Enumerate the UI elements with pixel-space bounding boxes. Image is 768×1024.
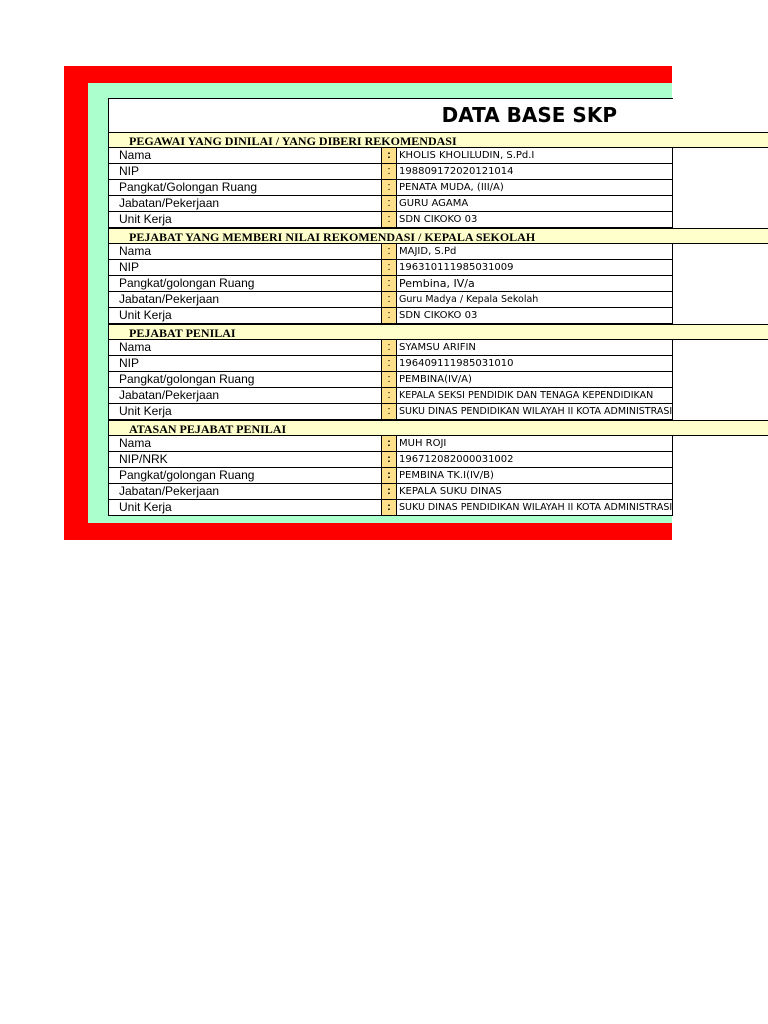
table-row	[109, 196, 673, 212]
row-colon: :	[382, 212, 397, 227]
row-value[interactable]: 196712082000031002	[397, 452, 673, 467]
page-title: DATA BASE SKP	[441, 103, 617, 127]
row-label: Unit Kerja	[109, 212, 382, 227]
row-value[interactable]: SUKU DINAS PENDIDIKAN WILAYAH II KOTA ADMINISTRASI	[399, 502, 673, 513]
row-label: NIP/NRK	[109, 452, 382, 467]
row-label: NIP	[109, 164, 382, 179]
row-colon: :	[382, 404, 397, 419]
row-colon: :	[382, 468, 397, 483]
skp-sheet	[108, 98, 673, 516]
row-value[interactable]: KEPALA SEKSI PENDIDIK DAN TENAGA KEPENDIDIKAN	[397, 388, 673, 403]
row-value[interactable]: SYAMSU ARIFIN	[397, 340, 673, 355]
row-label: Pangkat/golongan Ruang	[109, 468, 382, 483]
section-heading-pegawai: PEGAWAI YANG DINILAI / YANG DIBERI REKOMENDASI	[109, 132, 768, 148]
row-colon: :	[382, 308, 397, 323]
section-heading-pejabat-penilai: PEJABAT PENILAI	[109, 324, 768, 340]
table-row	[109, 244, 673, 260]
row-colon: :	[382, 388, 397, 403]
row-label: Nama	[109, 340, 382, 355]
row-value[interactable]: PEMBINA TK.I(IV/B)	[397, 468, 673, 483]
row-colon: :	[382, 292, 397, 307]
row-colon: :	[382, 484, 397, 499]
table-row	[109, 148, 673, 164]
row-label: Jabatan/Pekerjaan	[109, 484, 382, 499]
row-value[interactable]: 196310111985031009	[397, 260, 673, 275]
row-value[interactable]: PENATA MUDA, (III/A)	[397, 180, 673, 195]
table-row	[109, 436, 673, 452]
row-label: NIP	[109, 260, 382, 275]
row-label: Jabatan/Pekerjaan	[109, 388, 382, 403]
row-value[interactable]: SDN CIKOKO 03	[397, 308, 673, 323]
row-label: Pangkat/golongan Ruang	[109, 372, 382, 387]
row-colon: :	[382, 372, 397, 387]
row-value[interactable]: KHOLIS KHOLILUDIN, S.Pd.I	[397, 148, 673, 163]
row-value[interactable]: 196409111985031010	[397, 356, 673, 371]
table-row	[109, 356, 673, 372]
row-value[interactable]: KEPALA SUKU DINAS	[397, 484, 673, 499]
row-label: Pangkat/golongan Ruang	[109, 276, 382, 291]
table-row	[109, 372, 673, 388]
section-heading-pejabat-rekomendasi: PEJABAT YANG MEMBERI NILAI REKOMENDASI / KEPALA SEKOLAH	[109, 228, 768, 244]
row-label: Unit Kerja	[109, 404, 382, 419]
row-value[interactable]: SDN CIKOKO 03	[397, 212, 673, 227]
row-label: Jabatan/Pekerjaan	[109, 196, 382, 211]
table-row	[109, 212, 673, 228]
table-row	[109, 468, 673, 484]
row-colon: :	[382, 500, 397, 515]
table-row	[109, 388, 673, 404]
row-colon: :	[382, 340, 397, 355]
table-row	[109, 260, 673, 276]
table-row	[109, 292, 673, 308]
table-row	[109, 164, 673, 180]
row-value[interactable]: Pembina, IV/a	[397, 276, 673, 291]
row-colon: :	[382, 196, 397, 211]
row-label: Unit Kerja	[109, 500, 382, 515]
row-label: Jabatan/Pekerjaan	[109, 292, 382, 307]
row-colon: :	[382, 244, 397, 259]
table-row	[109, 484, 673, 500]
table-row	[109, 452, 673, 468]
row-label: Nama	[109, 436, 382, 451]
row-value[interactable]: Guru Madya / Kepala Sekolah	[397, 292, 673, 307]
row-colon: :	[382, 180, 397, 195]
row-colon: :	[382, 276, 397, 291]
row-value[interactable]: SUKU DINAS PENDIDIKAN WILAYAH II KOTA ADMINISTRASI	[399, 406, 673, 417]
row-colon: :	[382, 148, 397, 163]
row-value[interactable]: 198809172020121014	[397, 164, 673, 179]
table-row	[109, 308, 673, 324]
row-label: Pangkat/Golongan Ruang	[109, 180, 382, 195]
row-colon: :	[382, 164, 397, 179]
row-colon: :	[382, 436, 397, 451]
row-label: Unit Kerja	[109, 308, 382, 323]
table-row	[109, 180, 673, 196]
row-value[interactable]: MAJID, S.Pd	[397, 244, 673, 259]
row-value[interactable]: PEMBINA(IV/A)	[397, 372, 673, 387]
row-label: Nama	[109, 244, 382, 259]
row-colon: :	[382, 260, 397, 275]
table-row	[109, 340, 673, 356]
table-row	[109, 404, 673, 420]
row-label: Nama	[109, 148, 382, 163]
section-heading-atasan-pejabat-penilai: ATASAN PEJABAT PENILAI	[109, 420, 768, 436]
table-row	[109, 276, 673, 292]
row-label: NIP	[109, 356, 382, 371]
row-value[interactable]: MUH ROJI	[397, 436, 673, 451]
row-colon: :	[382, 356, 397, 371]
row-colon: :	[382, 452, 397, 467]
row-value[interactable]: GURU AGAMA	[397, 196, 673, 211]
table-row	[109, 500, 673, 516]
